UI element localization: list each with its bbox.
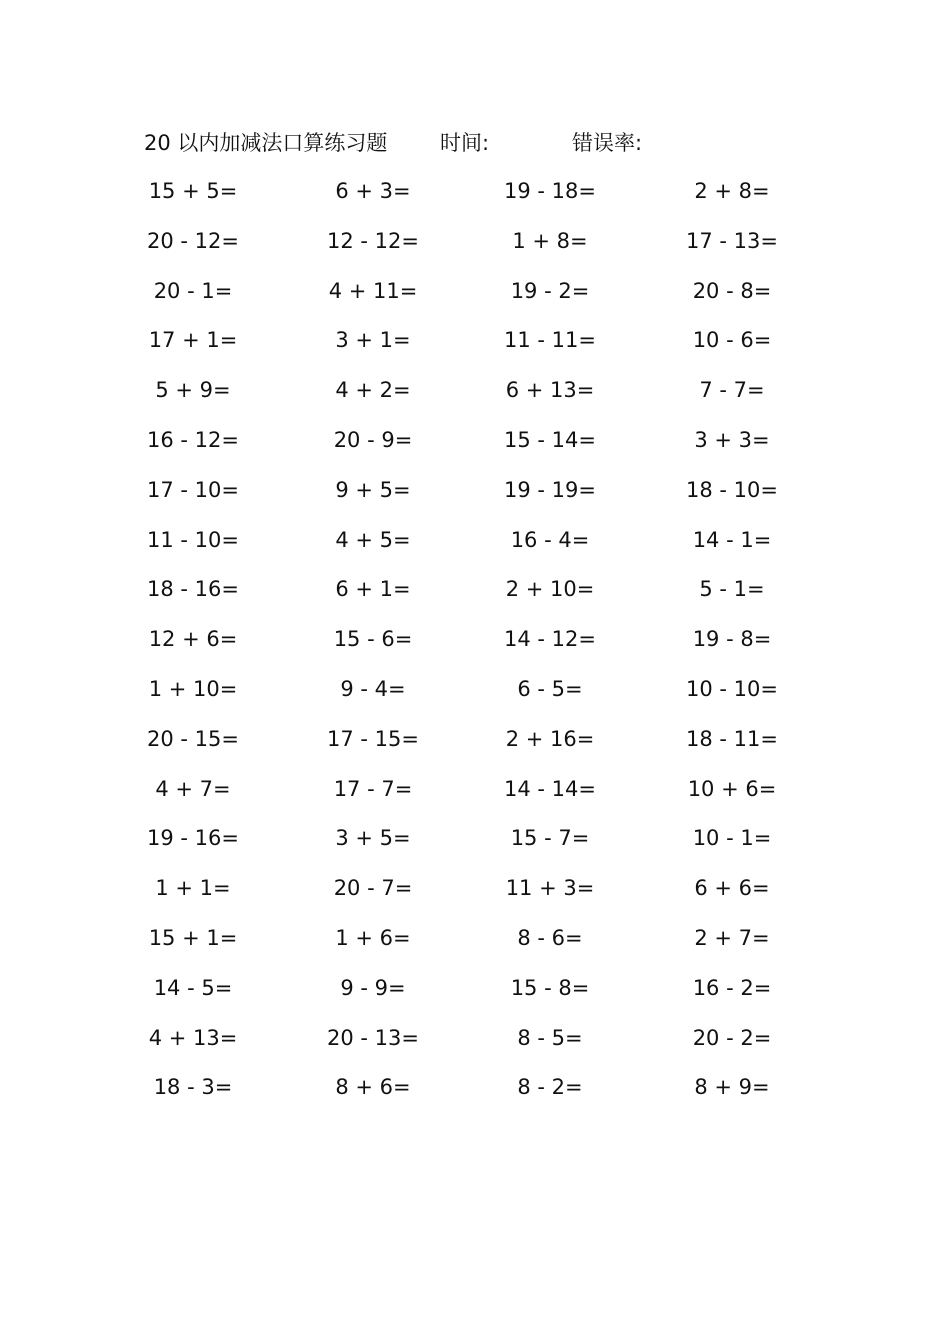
arithmetic-problem: 15 + 1= xyxy=(148,925,238,950)
arithmetic-problem: 2 + 8= xyxy=(694,179,770,203)
arithmetic-problem: 20 - 9= xyxy=(333,427,413,452)
arithmetic-problem: 7 - 7= xyxy=(699,378,765,403)
arithmetic-problem: 6 + 6= xyxy=(694,876,770,901)
arithmetic-problem: 4 + 5= xyxy=(335,527,411,552)
arithmetic-problem: 10 - 6= xyxy=(692,328,772,353)
arithmetic-problem: 15 - 7= xyxy=(510,826,590,851)
worksheet-title: 20 以内加减法口算练习题 xyxy=(144,131,388,155)
arithmetic-problem: 1 + 6= xyxy=(335,925,411,950)
problem-row xyxy=(0,1021,950,1071)
arithmetic-problem: 9 - 9= xyxy=(340,975,406,1000)
problem-row xyxy=(0,523,950,573)
arithmetic-problem: 18 - 3= xyxy=(153,1075,233,1100)
arithmetic-problem: 16 - 2= xyxy=(692,975,772,1000)
arithmetic-problem: 6 - 5= xyxy=(517,676,583,701)
problem-row xyxy=(0,821,950,871)
problem-row xyxy=(0,572,950,622)
problem-row xyxy=(0,971,950,1021)
arithmetic-problem: 15 - 14= xyxy=(504,427,596,452)
arithmetic-problem: 16 - 12= xyxy=(147,427,239,452)
arithmetic-problem: 6 + 1= xyxy=(335,577,411,602)
problem-row xyxy=(0,672,950,722)
arithmetic-problem: 19 - 18= xyxy=(504,179,596,203)
arithmetic-problem: 17 - 7= xyxy=(333,776,413,801)
arithmetic-problem: 1 + 8= xyxy=(512,228,588,253)
arithmetic-problem: 16 - 4= xyxy=(510,527,590,552)
time-label: 时间: xyxy=(440,131,490,155)
arithmetic-problem: 12 - 12= xyxy=(327,228,419,253)
arithmetic-problem: 1 + 10= xyxy=(148,676,238,701)
arithmetic-problem: 14 - 5= xyxy=(153,975,233,1000)
arithmetic-problem: 1 + 1= xyxy=(155,876,231,901)
arithmetic-problem: 17 + 1= xyxy=(148,328,238,353)
arithmetic-problem: 9 + 5= xyxy=(335,477,411,502)
problem-row xyxy=(0,373,950,423)
problem-row xyxy=(0,722,950,772)
arithmetic-problem: 17 - 13= xyxy=(686,228,778,253)
arithmetic-problem: 4 + 11= xyxy=(328,278,418,303)
problem-grid xyxy=(0,174,950,1120)
arithmetic-problem: 15 - 6= xyxy=(333,627,413,652)
arithmetic-problem: 10 - 10= xyxy=(686,676,778,701)
arithmetic-problem: 15 - 8= xyxy=(510,975,590,1000)
arithmetic-problem: 2 + 7= xyxy=(694,925,770,950)
arithmetic-problem: 20 - 13= xyxy=(327,1025,419,1050)
arithmetic-problem: 18 - 10= xyxy=(686,477,778,502)
arithmetic-problem: 14 - 12= xyxy=(504,627,596,652)
arithmetic-problem: 19 - 8= xyxy=(692,627,772,652)
arithmetic-problem: 6 + 13= xyxy=(505,378,595,403)
arithmetic-problem: 4 + 7= xyxy=(155,776,231,801)
problem-row xyxy=(0,473,950,523)
arithmetic-problem: 18 - 16= xyxy=(147,577,239,602)
arithmetic-problem: 6 + 3= xyxy=(335,179,411,203)
arithmetic-problem: 18 - 11= xyxy=(686,726,778,751)
problem-row xyxy=(0,323,950,373)
arithmetic-problem: 20 - 15= xyxy=(147,726,239,751)
arithmetic-problem: 20 - 7= xyxy=(333,876,413,901)
arithmetic-problem: 12 + 6= xyxy=(148,627,238,652)
arithmetic-problem: 9 - 4= xyxy=(340,676,406,701)
arithmetic-problem: 10 + 6= xyxy=(687,776,777,801)
arithmetic-problem: 19 - 16= xyxy=(147,826,239,851)
arithmetic-problem: 19 - 2= xyxy=(510,278,590,303)
arithmetic-problem: 11 - 10= xyxy=(147,527,239,552)
arithmetic-problem: 20 - 2= xyxy=(692,1025,772,1050)
problem-row xyxy=(0,772,950,822)
arithmetic-problem: 20 - 12= xyxy=(147,228,239,253)
arithmetic-problem: 5 + 9= xyxy=(155,378,231,403)
problem-row xyxy=(0,622,950,672)
arithmetic-problem: 8 - 5= xyxy=(517,1025,583,1050)
arithmetic-problem: 5 - 1= xyxy=(699,577,765,602)
problem-row xyxy=(0,871,950,921)
arithmetic-problem: 20 - 1= xyxy=(153,278,233,303)
arithmetic-problem: 8 + 9= xyxy=(694,1075,770,1100)
arithmetic-problem: 2 + 10= xyxy=(505,577,595,602)
arithmetic-problem: 4 + 13= xyxy=(148,1025,238,1050)
problem-row xyxy=(0,1070,950,1120)
problem-row xyxy=(0,921,950,971)
arithmetic-problem: 11 + 3= xyxy=(505,876,595,901)
arithmetic-problem: 3 + 1= xyxy=(335,328,411,353)
problem-row xyxy=(0,423,950,473)
arithmetic-problem: 8 - 6= xyxy=(517,925,583,950)
arithmetic-problem: 15 + 5= xyxy=(148,179,238,203)
problem-row xyxy=(0,224,950,274)
problem-row xyxy=(0,174,950,224)
arithmetic-problem: 8 - 2= xyxy=(517,1075,583,1100)
arithmetic-problem: 8 + 6= xyxy=(335,1075,411,1100)
arithmetic-problem: 14 - 1= xyxy=(692,527,772,552)
problem-row xyxy=(0,274,950,324)
arithmetic-problem: 11 - 11= xyxy=(504,328,596,353)
arithmetic-problem: 19 - 19= xyxy=(504,477,596,502)
worksheet-header xyxy=(144,126,844,160)
arithmetic-problem: 10 - 1= xyxy=(692,826,772,851)
arithmetic-problem: 14 - 14= xyxy=(504,776,596,801)
arithmetic-problem: 3 + 3= xyxy=(694,427,770,452)
arithmetic-problem: 17 - 10= xyxy=(147,477,239,502)
arithmetic-problem: 20 - 8= xyxy=(692,278,772,303)
arithmetic-problem: 4 + 2= xyxy=(335,378,411,403)
arithmetic-problem: 3 + 5= xyxy=(335,826,411,851)
arithmetic-problem: 17 - 15= xyxy=(327,726,419,751)
arithmetic-problem: 2 + 16= xyxy=(505,726,595,751)
error-rate-label: 错误率: xyxy=(572,131,643,155)
